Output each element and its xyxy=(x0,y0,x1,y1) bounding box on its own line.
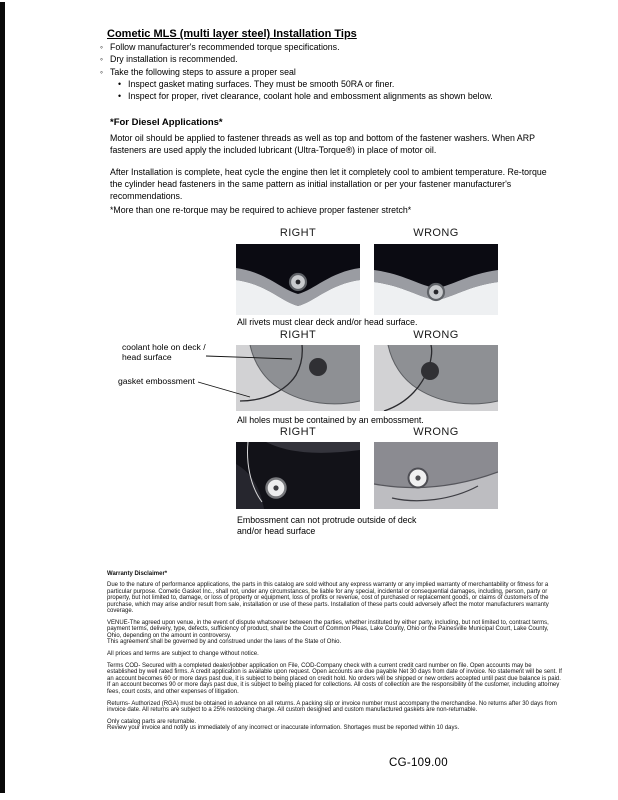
disclaimer-paragraph: Returns- Authorized (RGA) must be obtained in advance on all returns. A packing slip or invoice number must accompany the merchandise. No returns after 30 days from invoice date. All returns are subject to a 25% restocking charge. All custom designed and custom manufactured gaskets are non-returnable. xyxy=(107,700,557,713)
right-label: RIGHT xyxy=(279,426,317,438)
retorque-note: *More than one re-torque may be required to achieve proper fastener stretch* xyxy=(110,205,412,215)
disclaimer-paragraph: Due to the nature of performance applications, the parts in this catalog are sold without any express warranty or any implied warranty of merchantability or fitness for a particular purpose. Cometic Gasket Inc., shall not, under any circumstances, be liable for any special, incidental or consequential damages, including, person, party or property, but not limited to, damage, or loss of property or equipment, loss of profits or revenue, cost of purchased or replacement goods, or claims of customers of the purchase, which may arise and/or result from sale, installation or use of these parts. Installation of these parts could adversely affect the motor manufacturers warranty coverage. xyxy=(107,582,549,615)
gasket-embossment-callout: gasket embossment xyxy=(118,376,195,386)
list-item xyxy=(100,66,493,78)
diesel-applications-heading: *For Diesel Applications* xyxy=(110,117,223,128)
tip-text: Inspect gasket mating surfaces. They must be smooth 50RA or finer. xyxy=(128,78,395,89)
rivet-caption: All rivets must clear deck and/or head surface. xyxy=(237,317,418,327)
disclaimer-paragraph: Only catalog parts are returnable. xyxy=(107,718,197,725)
wrong-label: WRONG xyxy=(413,426,459,438)
tip-text: Take the following steps to assure a proper seal xyxy=(110,66,296,77)
tip-text: Inspect for proper, rivet clearance, coolant hole and embossment alignments as shown below. xyxy=(128,91,493,102)
protrusion-caption: Embossment can not protrude outside of deck and/or head surface xyxy=(237,515,417,536)
disclaimer-paragraph: This agreement shall be governed by and construed under the laws of the State of Ohio. xyxy=(107,639,342,646)
disclaimer-paragraph: All prices and terms are subject to change without notice. xyxy=(107,651,259,658)
list-item xyxy=(100,90,493,102)
disclaimer-heading: Warranty Disclaimer* xyxy=(107,571,168,577)
wrong-label: WRONG xyxy=(413,227,459,239)
tip-text: Follow manufacturer's recommended torque specifications. xyxy=(110,42,340,52)
list-item xyxy=(100,78,493,90)
list-item xyxy=(100,53,493,65)
rivet-clearance-right-image xyxy=(236,244,360,315)
open-bullet-icon: ◦ xyxy=(100,54,104,65)
embossment-containment-wrong-image xyxy=(374,345,498,411)
coolant-hole-callout: coolant hole on deck / head surface xyxy=(122,342,206,362)
rivet-clearance-wrong-image xyxy=(374,244,498,315)
open-bullet-icon: ◦ xyxy=(100,42,104,52)
disclaimer-paragraph: Terms COD- Secured with a completed dealer/jobber application on File, COD-Company check with a current credit card number on file. Open accounts may be established by well rated firms. A credit application is available upon request. Open accounts are due payable Net 30 days from date of invoice. No statement will be sent. If an account becomes 60 or more days past due, it is subject to being placed on credit hold. No orders will be shipped or new orders accepted until past due balance is paid. If an account becomes 90 or more days past due, it is subject to being placed for collections. All costs of collection are the responsibility of the customer, including attorney fees, court costs, and other expenses of litigation. xyxy=(107,662,562,695)
filled-bullet-icon: • xyxy=(118,78,122,89)
page-left-border xyxy=(0,2,5,793)
wrong-label: WRONG xyxy=(413,329,459,341)
embossment-protrusion-right-image xyxy=(236,442,360,509)
list-item xyxy=(100,41,493,53)
filled-bullet-icon: • xyxy=(118,91,122,102)
embossment-containment-right-image xyxy=(236,345,360,411)
embossment-protrusion-wrong-image xyxy=(374,442,498,509)
right-label: RIGHT xyxy=(279,329,317,341)
right-label: RIGHT xyxy=(279,227,317,239)
document-number: CG-109.00 xyxy=(389,757,448,769)
diesel-paragraph-1: Motor oil should be applied to fastener threads as well as top and bottom of the fastener washers. When ARP fasteners are used apply the included lubricant (Ultra-Torque®) in place of motor oil. xyxy=(110,133,535,155)
disclaimer-paragraph: VENUE-The agreed upon venue, in the event of dispute whatsoever between the parties, whether instituted by either party, including, but not limited to, contract terms, payment terms, delivery, type, defects, sufficiency of product, shall be the Court of Common Pleas, Lake County, Ohio or the Painesville Municipal Court, Lake County, Ohio, depending on the amount in controversy. xyxy=(107,619,549,639)
tip-text: Dry installation is recommended. xyxy=(110,54,238,65)
disclaimer-paragraph: Review your invoice and notify us immediately of any incorrect or inaccurate information. Shortages must be reported within 10 days. xyxy=(107,725,460,732)
page-title: Cometic MLS (multi layer steel) Installation Tips xyxy=(107,28,357,41)
warranty-disclaimer xyxy=(107,571,563,737)
installation-tips-list xyxy=(100,41,493,102)
open-bullet-icon: ◦ xyxy=(100,66,104,77)
diesel-paragraph-2: After Installation is complete, heat cycle the engine then let it completely cool to ambient temperature. Re-torque the cylinder head fasteners in the same pattern as initial installation or per your fastener manufacturer's recommendations. xyxy=(110,167,547,201)
holes-caption: All holes must be contained by an embossment. xyxy=(237,415,424,425)
